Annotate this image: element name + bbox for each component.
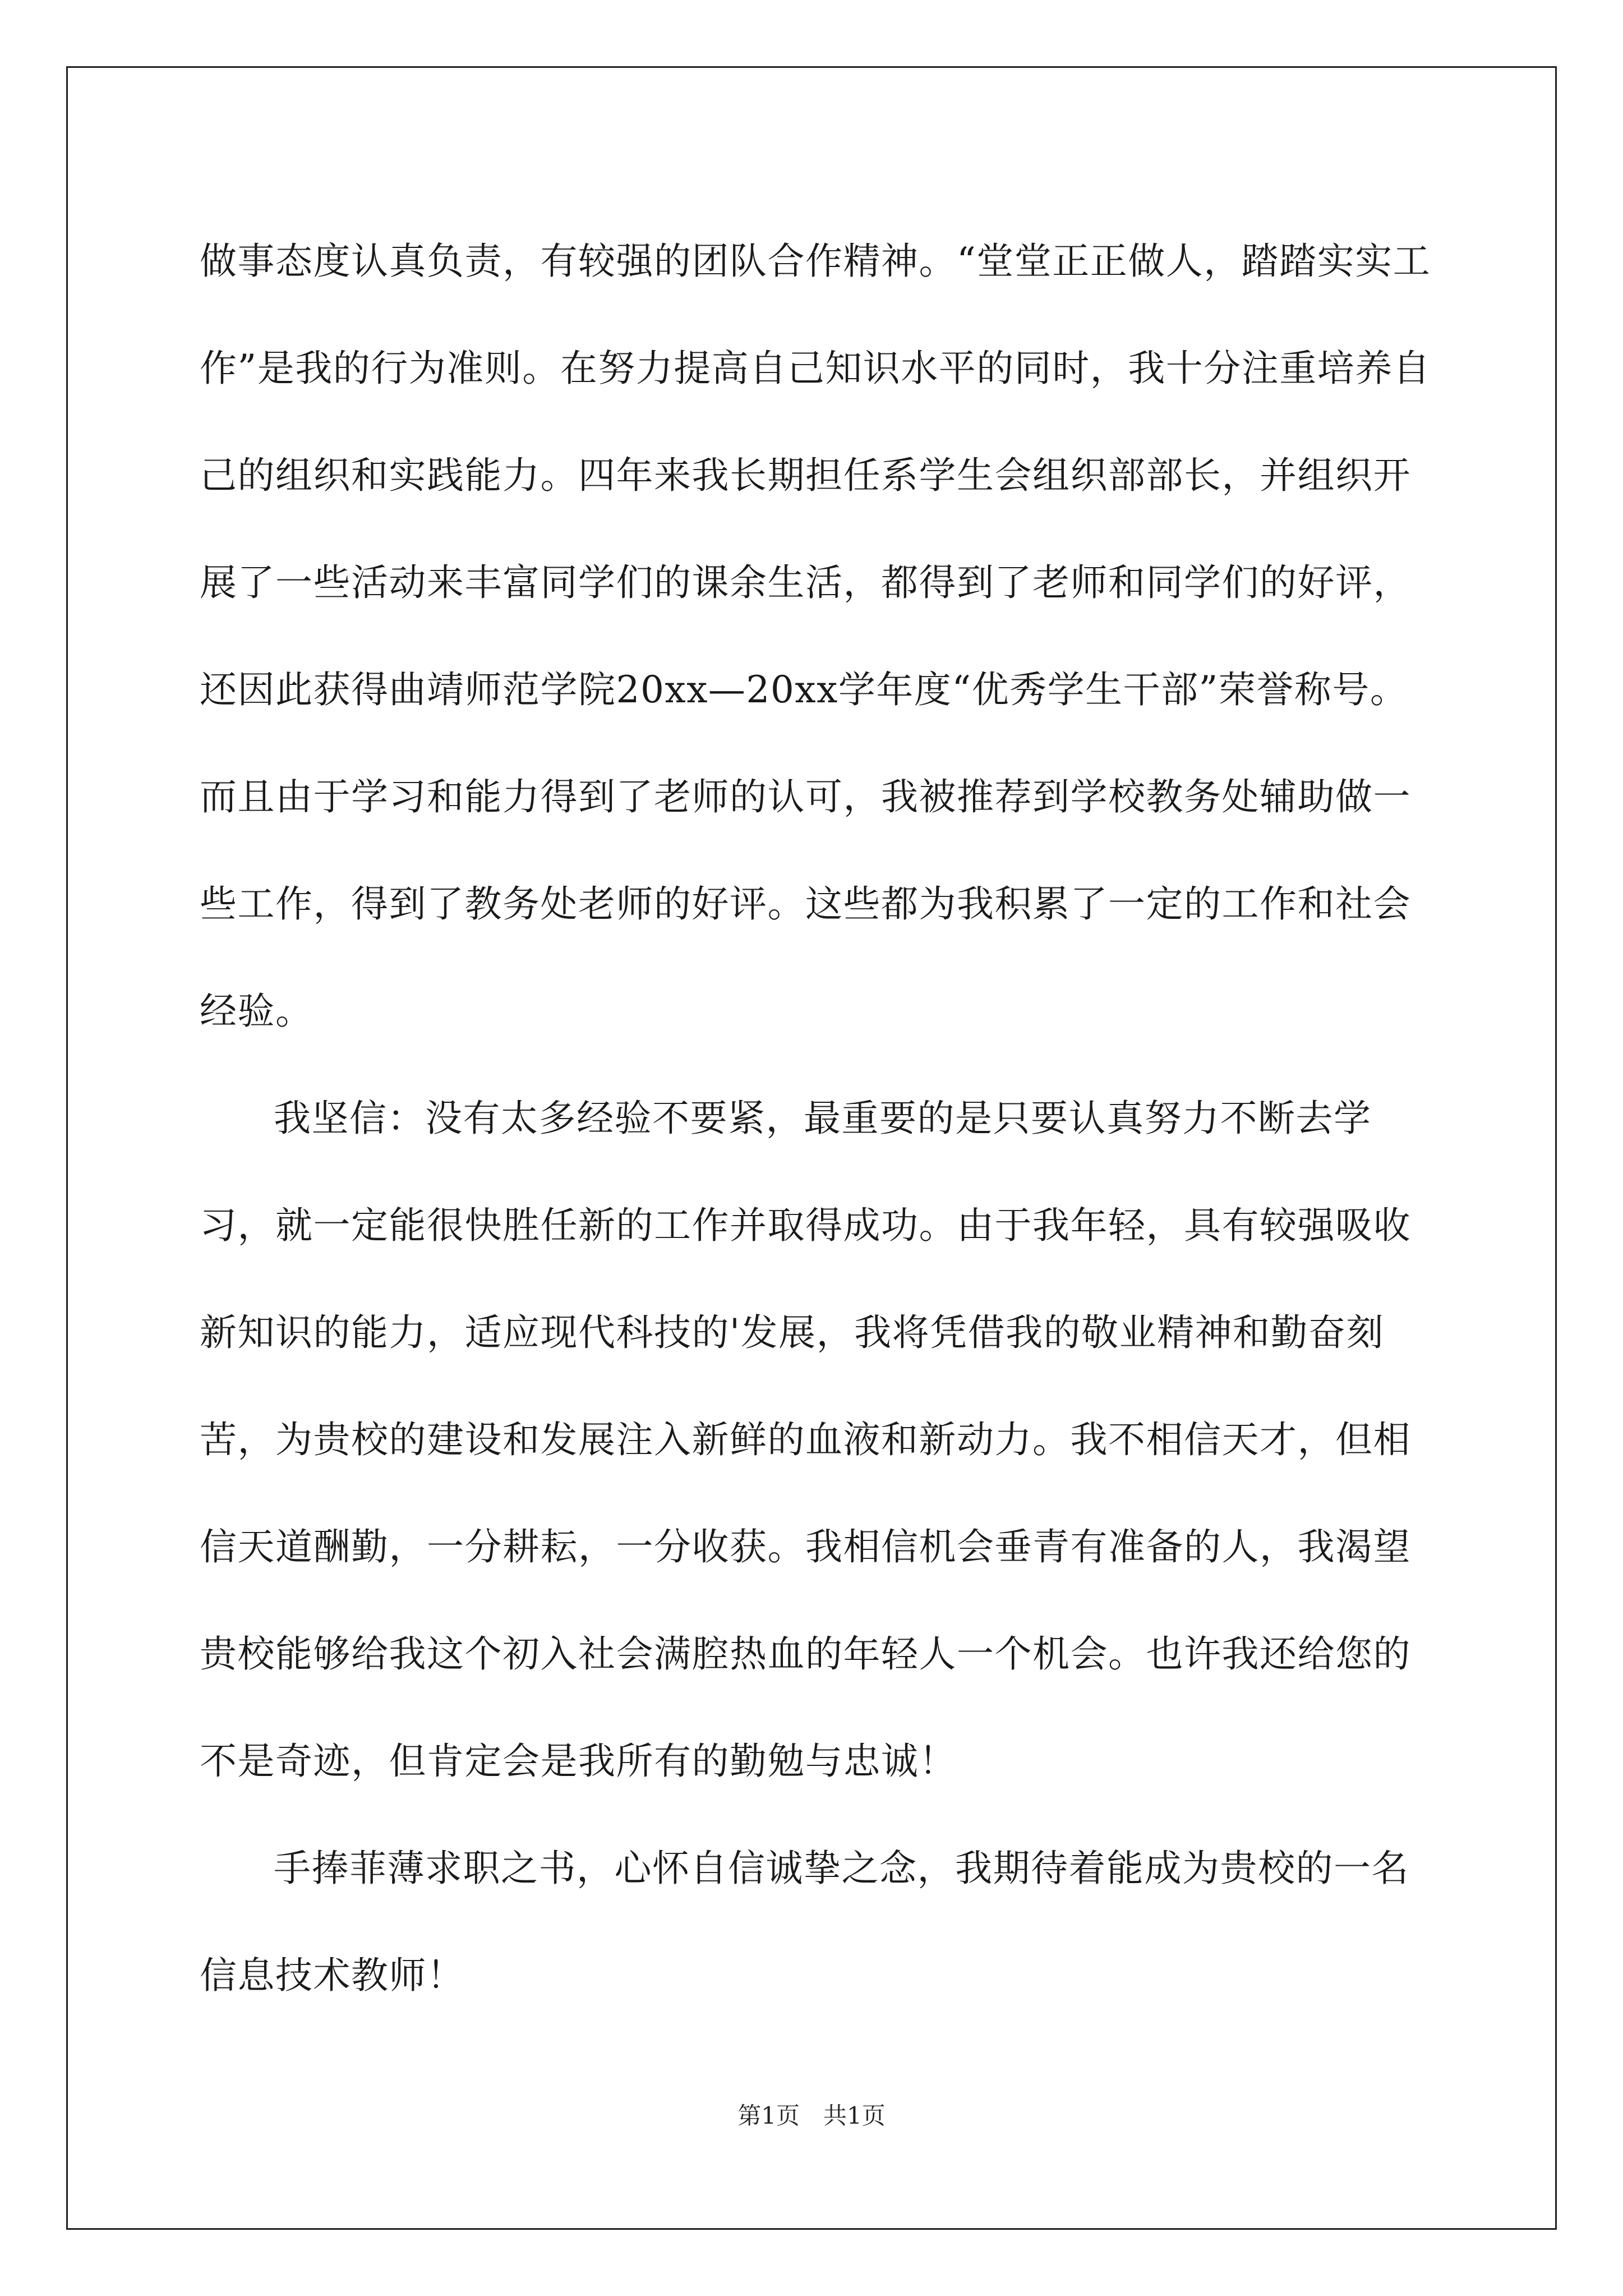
document-body	[200, 208, 1433, 2029]
paragraph-3: 手捧菲薄求职之书，心怀自信诚挚之念，我期待着能成为贵校的一名信息技术教师！	[200, 1847, 1409, 1997]
paragraph-2: 我坚信：没有太多经验不要紧，最重要的是只要认真努力不断去学习，就一定能很快胜任新的工作并取得成功。由于我年轻，具有较强吸收新知识的能力，适应现代科技的'发展，我将凭借我的敬业精神和勤奋刻苦，为贵校的建设和发展注入新鲜的血液和新动力。我不相信天才，但相信天道酬勤，一分耕耘，一分收获。我相信机会垂青有准备的人，我渴望贵校能够给我这个初入社会满腔热血的年轻人一个机会。也许我还给您的不是奇迹，但肯定会是我所有的勤勉与忠诚！	[200, 1097, 1411, 1783]
paragraph-1: 做事态度认真负责，有较强的团队合作精神。“堂堂正正做人，踏踏实实工作”是我的行为准则。在努力提高自己知识水平的同时，我十分注重培养自己的组织和实践能力。四年来我长期担任系学生会组织部部长，并组织开展了一些活动来丰富同学们的课余生活，都得到了老师和同学们的好评，还因此获得曲靖师范学院20xx—20xx学年度“优秀学生干部”荣誉称号。而且由于学习和能力得到了老师的认可，我被推荐到学校教务处辅助做一些工作，得到了教务处老师的好评。这些都为我积累了一定的工作和社会经验。	[200, 240, 1431, 1033]
page-footer: 第1页 共1页	[737, 2102, 886, 2129]
